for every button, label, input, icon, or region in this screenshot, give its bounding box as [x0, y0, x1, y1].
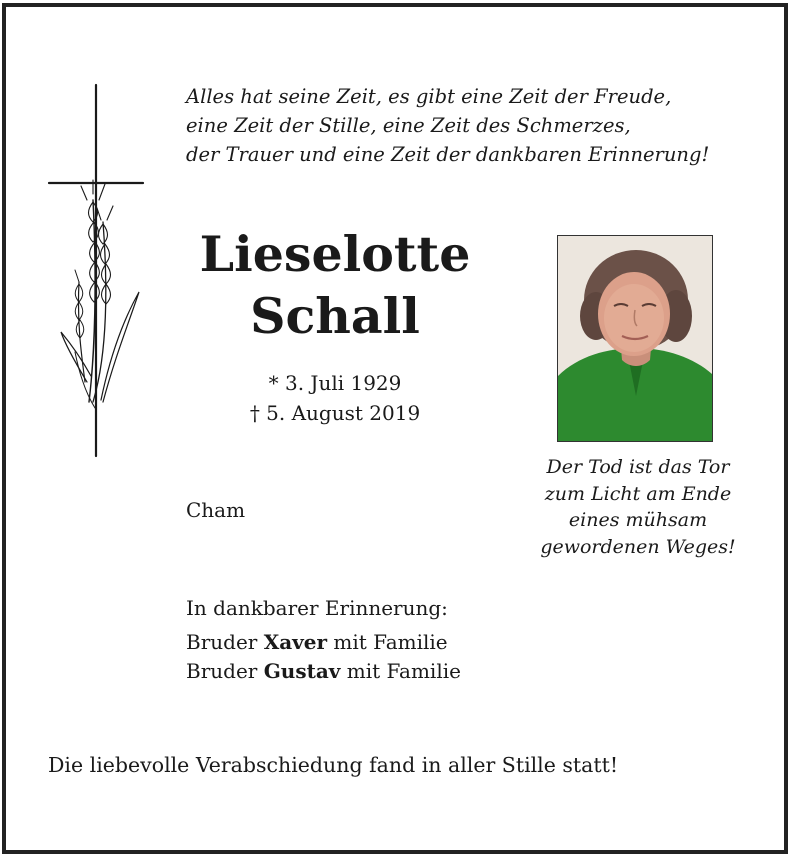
verse-line: der Trauer und eine Zeit der dankbaren Erinnerung! [186, 143, 710, 166]
birth-date: * 3. Juli 1929 [268, 371, 402, 395]
mourners-heading: In dankbarer Erinnerung: [186, 596, 448, 620]
last-name: Schall [250, 287, 420, 345]
quote-line: Der Tod ist das Tor [546, 456, 730, 478]
cross-with-wheat-icon [45, 82, 145, 460]
mourner-row [186, 657, 461, 686]
mourner-row [186, 628, 461, 657]
mourner-name: Xaver [263, 630, 328, 654]
life-dates [160, 368, 510, 428]
quote-line: eines mühsam [568, 509, 708, 531]
closing-note: Die liebevolle Verabschiedung fand in aller Stille statt! [48, 753, 619, 777]
mourner-suffix: mit Familie [340, 659, 461, 683]
portrait-photo [557, 235, 713, 442]
quote-line: gewordenen Weges! [540, 535, 736, 558]
first-name: Lieselotte [199, 225, 471, 283]
deceased-name [160, 223, 510, 347]
mourner-relation: Bruder [186, 630, 264, 654]
quote [520, 454, 756, 560]
mourner-relation: Bruder [186, 659, 264, 683]
mourner-name: Gustav [263, 659, 341, 683]
quote-line: zum Licht am Ende [544, 482, 732, 505]
verse-line: eine Zeit der Stille, eine Zeit des Schmerzes, [186, 114, 631, 137]
verse-line: Alles hat seine Zeit, es gibt eine Zeit der Freude, [186, 85, 672, 108]
verse [186, 82, 746, 169]
death-date: † 5. August 2019 [249, 401, 421, 425]
mourner-suffix: mit Familie [327, 630, 448, 654]
mourners [186, 594, 461, 686]
place: Cham [186, 498, 246, 522]
